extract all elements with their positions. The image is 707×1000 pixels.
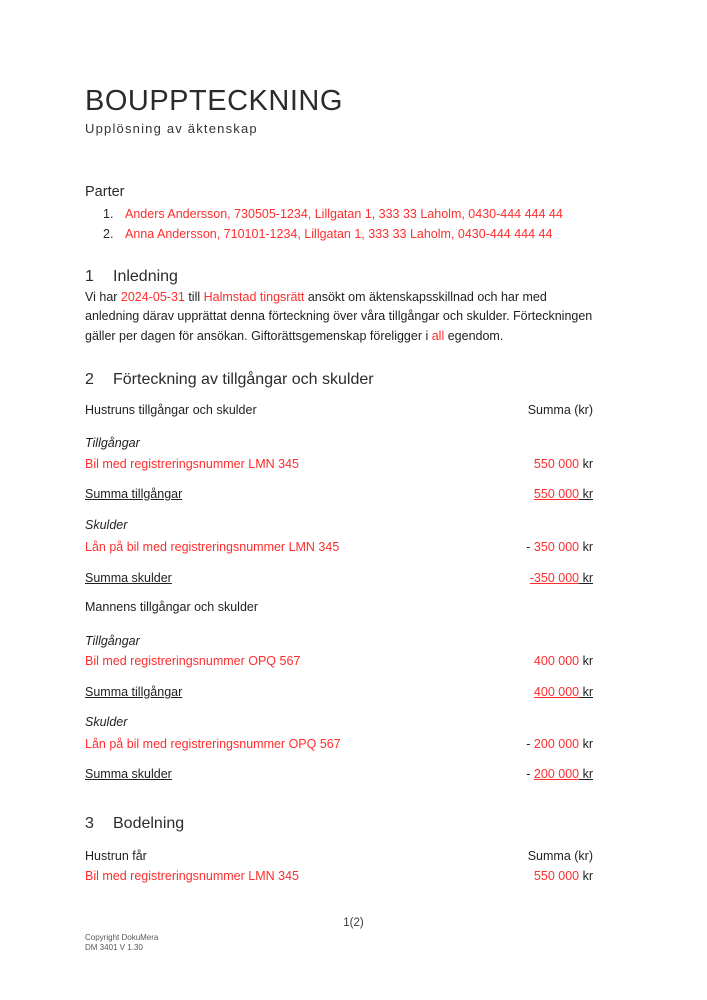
- copyright-line: Copyright DokuMera: [85, 933, 159, 942]
- category-label: Tillgångar: [85, 435, 140, 450]
- husband-debt-row: [85, 737, 593, 752]
- sum-label: Summa tillgångar: [85, 486, 183, 501]
- section-number: 3: [85, 814, 94, 832]
- section-title: Förteckning av tillgångar och skulder: [113, 370, 374, 388]
- sum-label: Summa tillgångar: [85, 684, 183, 699]
- document-subtitle: Upplösning av äktenskap: [85, 121, 258, 136]
- amount-value: 350 000: [533, 539, 580, 554]
- paragraph-text: egendom.: [444, 328, 504, 343]
- wife-assets-sum-row: [85, 487, 593, 502]
- paragraph-text: Vi har: [85, 290, 121, 304]
- amount-value: 400 000: [533, 653, 580, 668]
- amount-unit: kr: [579, 653, 593, 668]
- amount-unit: kr: [579, 456, 593, 471]
- introduction-paragraph: [85, 288, 593, 346]
- asset-description: Bil med registreringsnummer LMN 345: [85, 456, 299, 471]
- parties-heading: Parter: [85, 184, 125, 200]
- wife-debts-sum-row: [85, 571, 593, 586]
- division-item-description: Bil med registreringsnummer LMN 345: [85, 868, 299, 883]
- amount-unit: kr: [579, 868, 593, 883]
- amount-unit: kr: [579, 736, 593, 751]
- category-label: Tillgångar: [85, 633, 140, 648]
- amount-value: 550 000: [533, 486, 580, 501]
- husband-assets-category: [85, 634, 593, 649]
- sum-amount: [530, 571, 593, 586]
- husband-asset-row: [85, 654, 593, 669]
- amount-value: 550 000: [533, 456, 580, 471]
- footer-copyright: [85, 933, 158, 953]
- section-title: Bodelning: [113, 814, 185, 832]
- husband-table-header: [85, 600, 593, 615]
- asset-amount: [534, 654, 593, 669]
- amount-unit: kr: [579, 486, 593, 501]
- party-number: 2.: [103, 226, 114, 241]
- wife-asset-row: [85, 457, 593, 472]
- sum-amount: [526, 767, 593, 782]
- wife-header-sum-label: Summa (kr): [527, 402, 593, 417]
- asset-description: Bil med registreringsnummer OPQ 567: [85, 653, 301, 668]
- amount-value: -350 000: [529, 570, 580, 585]
- party-item-1: [85, 205, 593, 225]
- husband-assets-sum-row: [85, 685, 593, 700]
- amount-sign: -: [526, 736, 534, 751]
- amount-unit: kr: [579, 570, 593, 585]
- amount-unit: kr: [579, 766, 593, 781]
- wife-table-header: [85, 403, 593, 418]
- document-version: DM 3401 V 1.30: [85, 943, 143, 952]
- sum-label: Summa skulder: [85, 570, 172, 585]
- husband-header-label: Mannens tillgångar och skulder: [85, 599, 259, 614]
- amount-sign: -: [526, 539, 534, 554]
- husband-debts-category: [85, 715, 593, 730]
- section-3-heading: [85, 813, 593, 834]
- application-date: 2024-05-31: [120, 290, 185, 304]
- party-item-2: [85, 225, 593, 245]
- wife-debt-row: [85, 540, 593, 555]
- debt-description: Lån på bil med registreringsnummer LMN 345: [85, 539, 340, 554]
- division-header-label: Hustrun får: [85, 848, 147, 863]
- wife-assets-category: [85, 436, 593, 451]
- party-number: 1.: [103, 207, 114, 221]
- wife-debts-category: [85, 518, 593, 533]
- document-content: [85, 0, 593, 884]
- husband-debts-sum-row: [85, 767, 593, 782]
- division-item-amount: [534, 869, 593, 884]
- party-details: Anders Andersson, 730505-1234, Lillgatan 1, 333 33 Laholm, 0430-444 444 44: [125, 207, 563, 221]
- category-label: Skulder: [85, 517, 128, 532]
- document-title: BOUPPTECKNING: [85, 85, 343, 117]
- asset-amount: [534, 457, 593, 472]
- section-2-heading: [85, 369, 593, 390]
- amount-value: 200 000: [533, 766, 580, 781]
- amount-unit: kr: [579, 684, 593, 699]
- wife-header-label: Hustruns tillgångar och skulder: [85, 402, 257, 417]
- amount-unit: kr: [579, 539, 593, 554]
- paragraph-text: ansökt om äktenskapsskillnad och har med anledning därav upprättat denna förteckning över våra tillgångar och skulder. Förteckningen gäller per dagen för ansökan. Giftorättsgemenskap föreligger i: [85, 290, 593, 343]
- page-number: 1(2): [343, 917, 364, 929]
- debt-amount: [526, 737, 593, 752]
- sum-amount: [534, 487, 593, 502]
- property-scope: all: [431, 328, 445, 343]
- sum-amount: [534, 685, 593, 700]
- division-header-sum-label: Summa (kr): [527, 848, 593, 863]
- division-row: [85, 869, 593, 884]
- amount-value: 550 000: [533, 868, 580, 883]
- section-number: 1: [85, 268, 94, 285]
- amount-value: 400 000: [533, 684, 580, 699]
- category-label: Skulder: [85, 714, 128, 729]
- debt-description: Lån på bil med registreringsnummer OPQ 567: [85, 736, 341, 751]
- amount-value: 200 000: [533, 736, 580, 751]
- party-details: Anna Andersson, 710101-1234, Lillgatan 1, 333 33 Laholm, 0430-444 444 44: [125, 226, 553, 241]
- division-table-header: [85, 849, 593, 864]
- amount-sign: -: [526, 766, 534, 781]
- section-1-heading: [85, 266, 593, 287]
- section-number: 2: [85, 370, 94, 388]
- court-name: Halmstad tingsrätt: [203, 290, 305, 304]
- parties-list: [85, 205, 593, 244]
- section-title: Inledning: [113, 268, 178, 285]
- paragraph-text: till: [184, 290, 204, 304]
- sum-label: Summa skulder: [85, 766, 172, 781]
- debt-amount: [526, 540, 593, 555]
